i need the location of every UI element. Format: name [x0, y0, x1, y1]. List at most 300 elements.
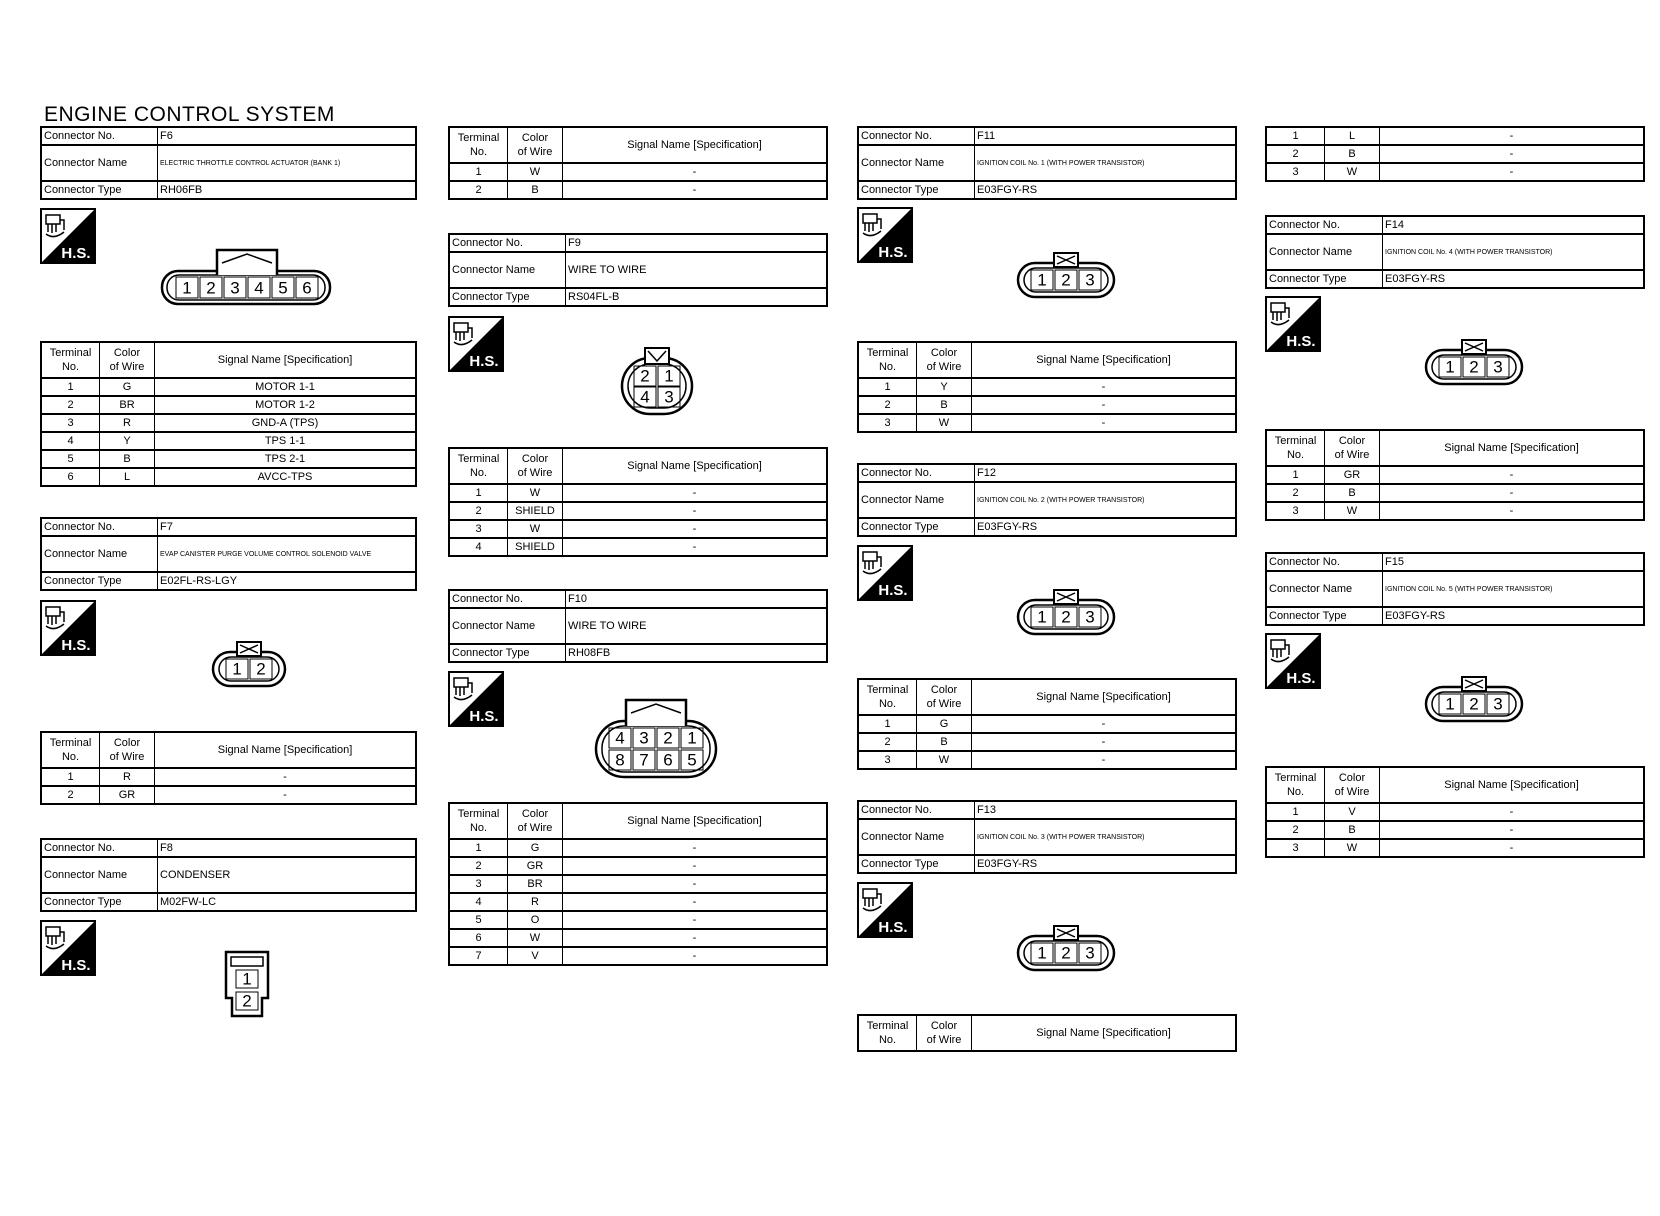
table-row [449, 911, 827, 929]
color-of-wire-header [508, 127, 563, 163]
table-row [449, 502, 827, 520]
pin-number: 3 [1085, 943, 1095, 963]
connector-info-table [448, 589, 828, 663]
pin-number: 3 [1085, 270, 1095, 290]
pin-number: 3 [1493, 357, 1503, 377]
connector-no-value: F15 [1383, 553, 1645, 571]
wire-color-cell: R [100, 768, 155, 786]
connector-name-value: ELECTRIC THROTTLE CONTROL ACTUATOR (BANK 1) [158, 145, 417, 181]
terminal-no-cell: 3 [449, 520, 508, 538]
signal-name-header: Signal Name [Specification] [155, 732, 417, 768]
connector-name-label: Connector Name [41, 145, 158, 181]
terminal-header-line1: Terminal [457, 453, 500, 465]
pin-number: 1 [1445, 357, 1455, 377]
connector-name-label: Connector Name [1266, 571, 1383, 607]
color-of-wire-header [1325, 767, 1380, 803]
pin-number: 2 [206, 278, 216, 298]
terminal-no-cell: 1 [449, 484, 508, 502]
terminal-header-line1: Terminal [457, 808, 500, 820]
signal-name-header: Signal Name [Specification] [972, 679, 1237, 715]
terminal-header-line2: No. [878, 1034, 897, 1046]
connector-no-value: F14 [1383, 216, 1645, 234]
connector-no-label: Connector No. [41, 127, 158, 145]
connector-info-table [857, 463, 1237, 537]
signal-name-cell: - [563, 893, 828, 911]
terminal-no-cell: 2 [449, 181, 508, 199]
connector-face-3pin [1016, 251, 1116, 301]
table-row [449, 538, 827, 556]
wire-color-cell: W [1325, 502, 1380, 520]
terminal-no-cell: 1 [1266, 466, 1325, 484]
terminal-table [448, 447, 828, 557]
hs-label: H.S. [878, 244, 908, 261]
terminal-no-cell: 1 [449, 839, 508, 857]
connector-face-3pin [1424, 675, 1524, 725]
connector-type-value: E03FGY-RS [975, 518, 1237, 536]
hs-label: H.S. [878, 582, 908, 599]
terminal-table [40, 341, 417, 487]
signal-name-cell: - [1380, 466, 1645, 484]
color-of-wire-header [100, 342, 155, 378]
signal-name-cell: - [563, 875, 828, 893]
terminal-header-line2: No. [469, 146, 488, 158]
pin-number: 1 [1037, 607, 1047, 627]
color-header-line1: Color [930, 1020, 958, 1032]
terminal-no-cell: 2 [858, 396, 917, 414]
connector-no-value: F10 [566, 590, 828, 608]
signal-name-header: Signal Name [Specification] [972, 1015, 1237, 1051]
connector-type-value: E03FGY-RS [1383, 607, 1645, 625]
signal-name-cell: - [1380, 803, 1645, 821]
table-row [1266, 502, 1644, 520]
terminal-header-line1: Terminal [1274, 435, 1317, 447]
terminal-no-cell: 3 [1266, 839, 1325, 857]
connector-info-table [1265, 552, 1645, 626]
terminal-no-cell: 3 [449, 875, 508, 893]
terminal-no-header [41, 732, 100, 768]
color-header-line1: Color [1338, 435, 1366, 447]
table-row [449, 893, 827, 911]
signal-name-cell: - [563, 181, 828, 199]
signal-name-cell: - [1380, 484, 1645, 502]
hs-label: H.S. [469, 353, 499, 370]
signal-name-cell: TPS 1-1 [155, 432, 417, 450]
connector-info-table [40, 517, 417, 591]
connector-type-label: Connector Type [858, 518, 975, 536]
terminal-table [1265, 429, 1645, 521]
terminal-no-cell: 1 [858, 715, 917, 733]
connector-no-value: F11 [975, 127, 1237, 145]
signal-name-header: Signal Name [Specification] [155, 342, 417, 378]
connector-name-label: Connector Name [449, 252, 566, 288]
signal-name-cell: GND-A (TPS) [155, 414, 417, 432]
terminal-no-cell: 3 [1266, 163, 1325, 181]
signal-name-cell: - [1380, 502, 1645, 520]
table-row [858, 414, 1236, 432]
color-header-line2: of Wire [1334, 786, 1370, 798]
terminal-table [857, 341, 1237, 433]
pin-number: 1 [232, 659, 242, 679]
color-of-wire-header [508, 803, 563, 839]
connector-type-label: Connector Type [449, 288, 566, 306]
pin-number: 2 [1469, 694, 1479, 714]
terminal-no-cell: 3 [858, 414, 917, 432]
connector-face-3pin [1016, 924, 1116, 974]
terminal-no-header [858, 679, 917, 715]
signal-name-cell: - [563, 163, 828, 181]
terminal-no-header [858, 1015, 917, 1051]
table-row [858, 733, 1236, 751]
table-row [1266, 484, 1644, 502]
terminal-no-cell: 2 [1266, 484, 1325, 502]
wire-color-cell: L [1325, 127, 1380, 145]
wire-color-cell: R [508, 893, 563, 911]
table-row [1266, 127, 1644, 145]
connector-no-label: Connector No. [449, 590, 566, 608]
signal-name-cell: MOTOR 1-2 [155, 396, 417, 414]
wire-color-cell: B [1325, 145, 1380, 163]
connector-type-value: RS04FL-B [566, 288, 828, 306]
terminal-no-cell: 6 [449, 929, 508, 947]
wire-color-cell: R [100, 414, 155, 432]
connector-no-label: Connector No. [1266, 553, 1383, 571]
wire-color-cell: L [100, 468, 155, 486]
harness-side-icon [40, 920, 96, 976]
pin-number: 4 [254, 278, 264, 298]
connector-face-3pin [1424, 338, 1524, 388]
terminal-header-line2: No. [1286, 449, 1305, 461]
signal-name-cell: - [563, 911, 828, 929]
pin-number: 4 [615, 728, 625, 748]
pin-number: 2 [1061, 607, 1071, 627]
table-row [41, 786, 416, 804]
color-of-wire-header [917, 342, 972, 378]
connector-no-value: F12 [975, 464, 1237, 482]
harness-side-icon [40, 208, 96, 264]
connector-type-value: RH08FB [566, 644, 828, 662]
signal-name-cell: - [972, 414, 1237, 432]
wire-color-cell: W [508, 929, 563, 947]
color-header-line1: Color [113, 737, 141, 749]
terminal-no-cell: 1 [449, 163, 508, 181]
wire-color-cell: GR [1325, 466, 1380, 484]
hs-label: H.S. [61, 957, 91, 974]
connector-no-label: Connector No. [41, 839, 158, 857]
table-row [449, 839, 827, 857]
terminal-no-cell: 3 [41, 414, 100, 432]
wire-color-cell: W [917, 414, 972, 432]
signal-name-cell: - [563, 538, 828, 556]
connector-no-label: Connector No. [1266, 216, 1383, 234]
pin-number: 1 [242, 969, 252, 989]
terminal-header-line1: Terminal [866, 347, 909, 359]
terminal-no-cell: 2 [41, 396, 100, 414]
terminal-header-line2: No. [469, 467, 488, 479]
terminal-table [857, 678, 1237, 770]
color-header-line1: Color [113, 347, 141, 359]
connector-type-label: Connector Type [1266, 270, 1383, 288]
hs-label: H.S. [1286, 670, 1316, 687]
color-header-line2: of Wire [926, 1034, 962, 1046]
wire-color-cell: G [917, 715, 972, 733]
connector-info-table [40, 838, 417, 912]
terminal-no-cell: 4 [41, 432, 100, 450]
terminal-no-header [41, 342, 100, 378]
hs-label: H.S. [469, 708, 499, 725]
pin-number: 2 [1469, 357, 1479, 377]
table-row [449, 857, 827, 875]
terminal-header-line2: No. [878, 361, 897, 373]
color-header-line1: Color [521, 453, 549, 465]
color-header-line1: Color [521, 132, 549, 144]
table-row [449, 520, 827, 538]
pin-number: 1 [687, 728, 697, 748]
wire-color-cell: W [508, 484, 563, 502]
connector-name-label: Connector Name [1266, 234, 1383, 270]
connector-name-label: Connector Name [858, 819, 975, 855]
connector-info-table [857, 800, 1237, 874]
pin-number: 2 [663, 728, 673, 748]
connector-type-value: E02FL-RS-LGY [158, 572, 417, 590]
connector-no-label: Connector No. [858, 801, 975, 819]
connector-no-label: Connector No. [41, 518, 158, 536]
connector-name-label: Connector Name [858, 482, 975, 518]
connector-name-value: IGNITION COIL No. 3 (WITH POWER TRANSISTOR) [975, 819, 1237, 855]
table-row [1266, 803, 1644, 821]
harness-side-icon [857, 882, 913, 938]
pin-number: 3 [230, 278, 240, 298]
harness-side-icon [40, 600, 96, 656]
signal-name-header: Signal Name [Specification] [563, 448, 828, 484]
wire-color-cell: O [508, 911, 563, 929]
signal-name-header: Signal Name [Specification] [1380, 767, 1645, 803]
connector-type-label: Connector Type [1266, 607, 1383, 625]
terminal-no-cell: 1 [41, 378, 100, 396]
signal-name-cell: - [563, 520, 828, 538]
table-row [1266, 821, 1644, 839]
color-header-line2: of Wire [517, 146, 553, 158]
signal-name-cell: - [563, 484, 828, 502]
terminal-no-cell: 1 [41, 768, 100, 786]
signal-name-cell: TPS 2-1 [155, 450, 417, 468]
color-header-line2: of Wire [517, 467, 553, 479]
connector-type-value: E03FGY-RS [975, 181, 1237, 199]
connector-type-label: Connector Type [858, 855, 975, 873]
pin-number: 2 [242, 991, 252, 1011]
connector-no-label: Connector No. [858, 127, 975, 145]
signal-name-cell: AVCC-TPS [155, 468, 417, 486]
color-of-wire-header [508, 448, 563, 484]
harness-side-icon [448, 671, 504, 727]
terminal-table [857, 1014, 1237, 1052]
terminal-no-cell: 2 [1266, 145, 1325, 163]
terminal-no-cell: 3 [858, 751, 917, 769]
terminal-no-header [449, 803, 508, 839]
signal-name-cell: - [1380, 821, 1645, 839]
wire-color-cell: SHIELD [508, 538, 563, 556]
table-row [41, 432, 416, 450]
connector-info-table [857, 126, 1237, 200]
terminal-no-header [858, 342, 917, 378]
terminal-no-cell: 5 [41, 450, 100, 468]
connector-info-table [448, 233, 828, 307]
signal-name-cell: - [1380, 163, 1645, 181]
terminal-header-line1: Terminal [457, 132, 500, 144]
table-row [449, 163, 827, 181]
terminal-table [448, 802, 828, 966]
terminal-no-cell: 7 [449, 947, 508, 965]
table-row [1266, 163, 1644, 181]
connector-no-value: F9 [566, 234, 828, 252]
signal-name-header: Signal Name [Specification] [1380, 430, 1645, 466]
signal-name-header: Signal Name [Specification] [563, 803, 828, 839]
table-row [41, 378, 416, 396]
signal-name-cell: - [155, 786, 417, 804]
connector-no-value: F7 [158, 518, 417, 536]
table-row [41, 468, 416, 486]
table-row [1266, 839, 1644, 857]
terminal-no-cell: 1 [1266, 127, 1325, 145]
color-of-wire-header [917, 1015, 972, 1051]
wire-color-cell: Y [100, 432, 155, 450]
wire-color-cell: W [917, 751, 972, 769]
wire-color-cell: G [508, 839, 563, 857]
connector-no-value: F13 [975, 801, 1237, 819]
pin-number: 2 [256, 659, 266, 679]
connector-name-value: WIRE TO WIRE [566, 608, 828, 644]
connector-face-3pin [1016, 588, 1116, 638]
pin-number: 2 [1061, 943, 1071, 963]
signal-name-cell: MOTOR 1-1 [155, 378, 417, 396]
terminal-no-header [449, 448, 508, 484]
wire-color-cell: SHIELD [508, 502, 563, 520]
wire-color-cell: W [1325, 839, 1380, 857]
table-row [449, 484, 827, 502]
pin-number: 2 [640, 366, 650, 386]
terminal-no-cell: 2 [449, 857, 508, 875]
table-row [1266, 145, 1644, 163]
connector-info-table [40, 126, 417, 200]
pin-number: 3 [664, 387, 674, 407]
signal-name-cell: - [563, 857, 828, 875]
pin-number: 3 [639, 728, 649, 748]
pin-number: 1 [664, 366, 674, 386]
connector-info-table [1265, 215, 1645, 289]
wire-color-cell: B [100, 450, 155, 468]
wire-color-cell: W [508, 163, 563, 181]
table-row [449, 875, 827, 893]
terminal-table [1265, 766, 1645, 858]
terminal-no-cell: 2 [1266, 821, 1325, 839]
terminal-no-cell: 3 [1266, 502, 1325, 520]
pin-number: 3 [1493, 694, 1503, 714]
connector-name-value: IGNITION COIL No. 4 (WITH POWER TRANSISTOR) [1383, 234, 1645, 270]
connector-no-value: F8 [158, 839, 417, 857]
terminal-no-cell: 2 [858, 733, 917, 751]
connector-type-value: E03FGY-RS [1383, 270, 1645, 288]
wire-color-cell: GR [100, 786, 155, 804]
signal-name-cell: - [972, 396, 1237, 414]
terminal-no-cell: 4 [449, 538, 508, 556]
color-header-line2: of Wire [1334, 449, 1370, 461]
terminal-header-line2: No. [61, 751, 80, 763]
table-row [858, 396, 1236, 414]
signal-name-cell: - [563, 839, 828, 857]
connector-no-label: Connector No. [449, 234, 566, 252]
pin-number: 1 [1037, 270, 1047, 290]
terminal-no-cell: 1 [858, 378, 917, 396]
table-row [449, 929, 827, 947]
connector-face-8pin [594, 697, 718, 779]
signal-name-cell: - [155, 768, 417, 786]
terminal-no-cell: 6 [41, 468, 100, 486]
color-header-line1: Color [930, 347, 958, 359]
connector-name-value: IGNITION COIL No. 1 (WITH POWER TRANSISTOR) [975, 145, 1237, 181]
terminal-header-line2: No. [469, 822, 488, 834]
connector-face-6pin [160, 246, 332, 308]
table-row [41, 450, 416, 468]
table-row [858, 715, 1236, 733]
connector-name-label: Connector Name [858, 145, 975, 181]
hs-label: H.S. [61, 637, 91, 654]
terminal-no-cell: 4 [449, 893, 508, 911]
terminal-header-line1: Terminal [866, 1020, 909, 1032]
color-of-wire-header [1325, 430, 1380, 466]
terminal-no-header [449, 127, 508, 163]
color-header-line2: of Wire [109, 751, 145, 763]
terminal-no-cell: 5 [449, 911, 508, 929]
table-row [858, 378, 1236, 396]
color-header-line2: of Wire [517, 822, 553, 834]
wire-color-cell: B [917, 733, 972, 751]
signal-name-header: Signal Name [Specification] [563, 127, 828, 163]
terminal-no-cell: 2 [41, 786, 100, 804]
wire-color-cell: V [1325, 803, 1380, 821]
connector-type-label: Connector Type [858, 181, 975, 199]
pin-number: 4 [640, 387, 650, 407]
signal-name-cell: - [1380, 127, 1645, 145]
pin-number: 7 [639, 750, 649, 770]
terminal-table [1265, 126, 1645, 182]
terminal-header-line2: No. [61, 361, 80, 373]
wire-color-cell: B [1325, 484, 1380, 502]
signal-name-cell: - [563, 502, 828, 520]
connector-type-label: Connector Type [41, 572, 158, 590]
pin-number: 1 [182, 278, 192, 298]
terminal-header-line1: Terminal [49, 347, 92, 359]
signal-name-cell: - [563, 929, 828, 947]
connector-name-label: Connector Name [41, 857, 158, 893]
harness-side-icon [1265, 296, 1321, 352]
connector-name-value: WIRE TO WIRE [566, 252, 828, 288]
connector-name-label: Connector Name [449, 608, 566, 644]
pin-number: 6 [663, 750, 673, 770]
signal-name-cell: - [972, 733, 1237, 751]
color-header-line1: Color [521, 808, 549, 820]
signal-name-cell: - [1380, 839, 1645, 857]
pin-number: 5 [278, 278, 288, 298]
wire-color-cell: G [100, 378, 155, 396]
hs-label: H.S. [1286, 333, 1316, 350]
wire-color-cell: V [508, 947, 563, 965]
pin-number: 1 [1037, 943, 1047, 963]
terminal-no-header [1266, 430, 1325, 466]
terminal-header-line1: Terminal [49, 737, 92, 749]
pin-number: 5 [687, 750, 697, 770]
connector-no-value: F6 [158, 127, 417, 145]
terminal-table [448, 126, 828, 200]
table-row [449, 947, 827, 965]
